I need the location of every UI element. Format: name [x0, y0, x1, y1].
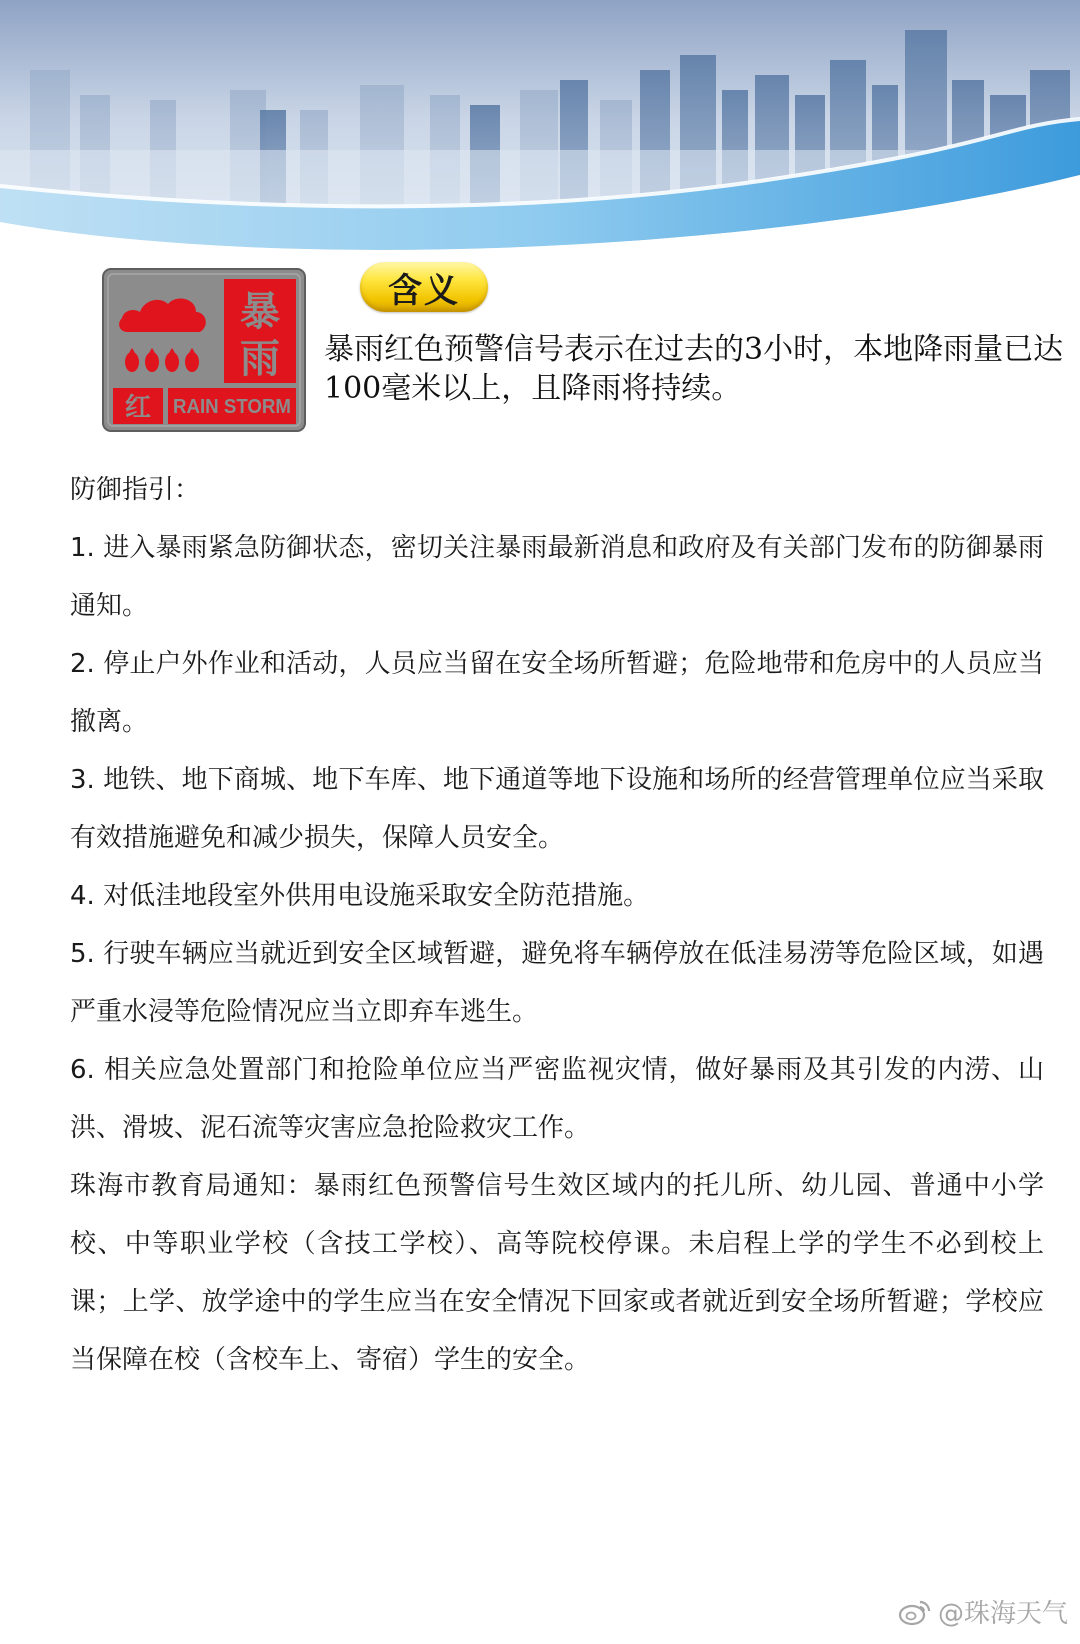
weibo-icon	[898, 1598, 932, 1626]
icon-level-char: 红	[124, 393, 152, 423]
guideline-item: 4. 对低洼地段室外供用电设施采取安全防范措施。	[70, 881, 650, 911]
defense-guidelines	[70, 461, 1044, 1389]
guideline-item: 3. 地铁、地下商城、地下车库、地下通道等地下设施和场所的经营管理单位应当采取有效措施避免和减少损失，保障人员安全。	[70, 765, 1044, 853]
guideline-item: 5. 行驶车辆应当就近到安全区域暂避，避免将车辆停放在低洼易涝等危险区域，如遇严重水浸等危险情况应当立即弃车逃生。	[70, 939, 1044, 1027]
watermark-text: @珠海天气	[937, 1599, 1068, 1629]
guideline-item: 2. 停止户外作业和活动，人员应当留在安全场所暂避；危险地带和危房中的人员应当撤离。	[70, 649, 1044, 737]
icon-english-label: RAIN STORM	[173, 396, 291, 418]
icon-title-char-1: 暴	[240, 289, 280, 335]
header-banner	[0, 0, 1080, 262]
city-skyline-image	[0, 0, 1080, 262]
rainstorm-red-warning-icon	[102, 268, 306, 432]
meaning-text: 暴雨红色预警信号表示在过去的3小时，本地降雨量已达100毫米以上，且降雨将持续。	[324, 332, 1064, 406]
guideline-item: 6. 相关应急处置部门和抢险单位应当严密监视灾情，做好暴雨及其引发的内涝、山洪、滑坡、泥石流等灾害应急抢险救灾工作。	[70, 1055, 1044, 1143]
icon-title-char-2: 雨	[240, 336, 280, 382]
guideline-item: 1. 进入暴雨紧急防御状态，密切关注暴雨最新消息和政府及有关部门发布的防御暴雨通知。	[70, 533, 1044, 621]
education-notice: 珠海市教育局通知：暴雨红色预警信号生效区域内的托儿所、幼儿园、普通中小学校、中等职业学校（含技工学校）、高等院校停课。未启程上学的学生不必到校上课；上学、放学途中的学生应当在安全情况下回家或者就近到安全场所暂避；学校应当保障在校（含校车上、寄宿）学生的安全。	[70, 1171, 1044, 1375]
cloud-rain-icon	[113, 279, 219, 383]
watermark	[898, 1593, 1068, 1630]
meaning-badge: 含义	[360, 262, 488, 312]
guidelines-heading: 防御指引：	[70, 475, 201, 505]
